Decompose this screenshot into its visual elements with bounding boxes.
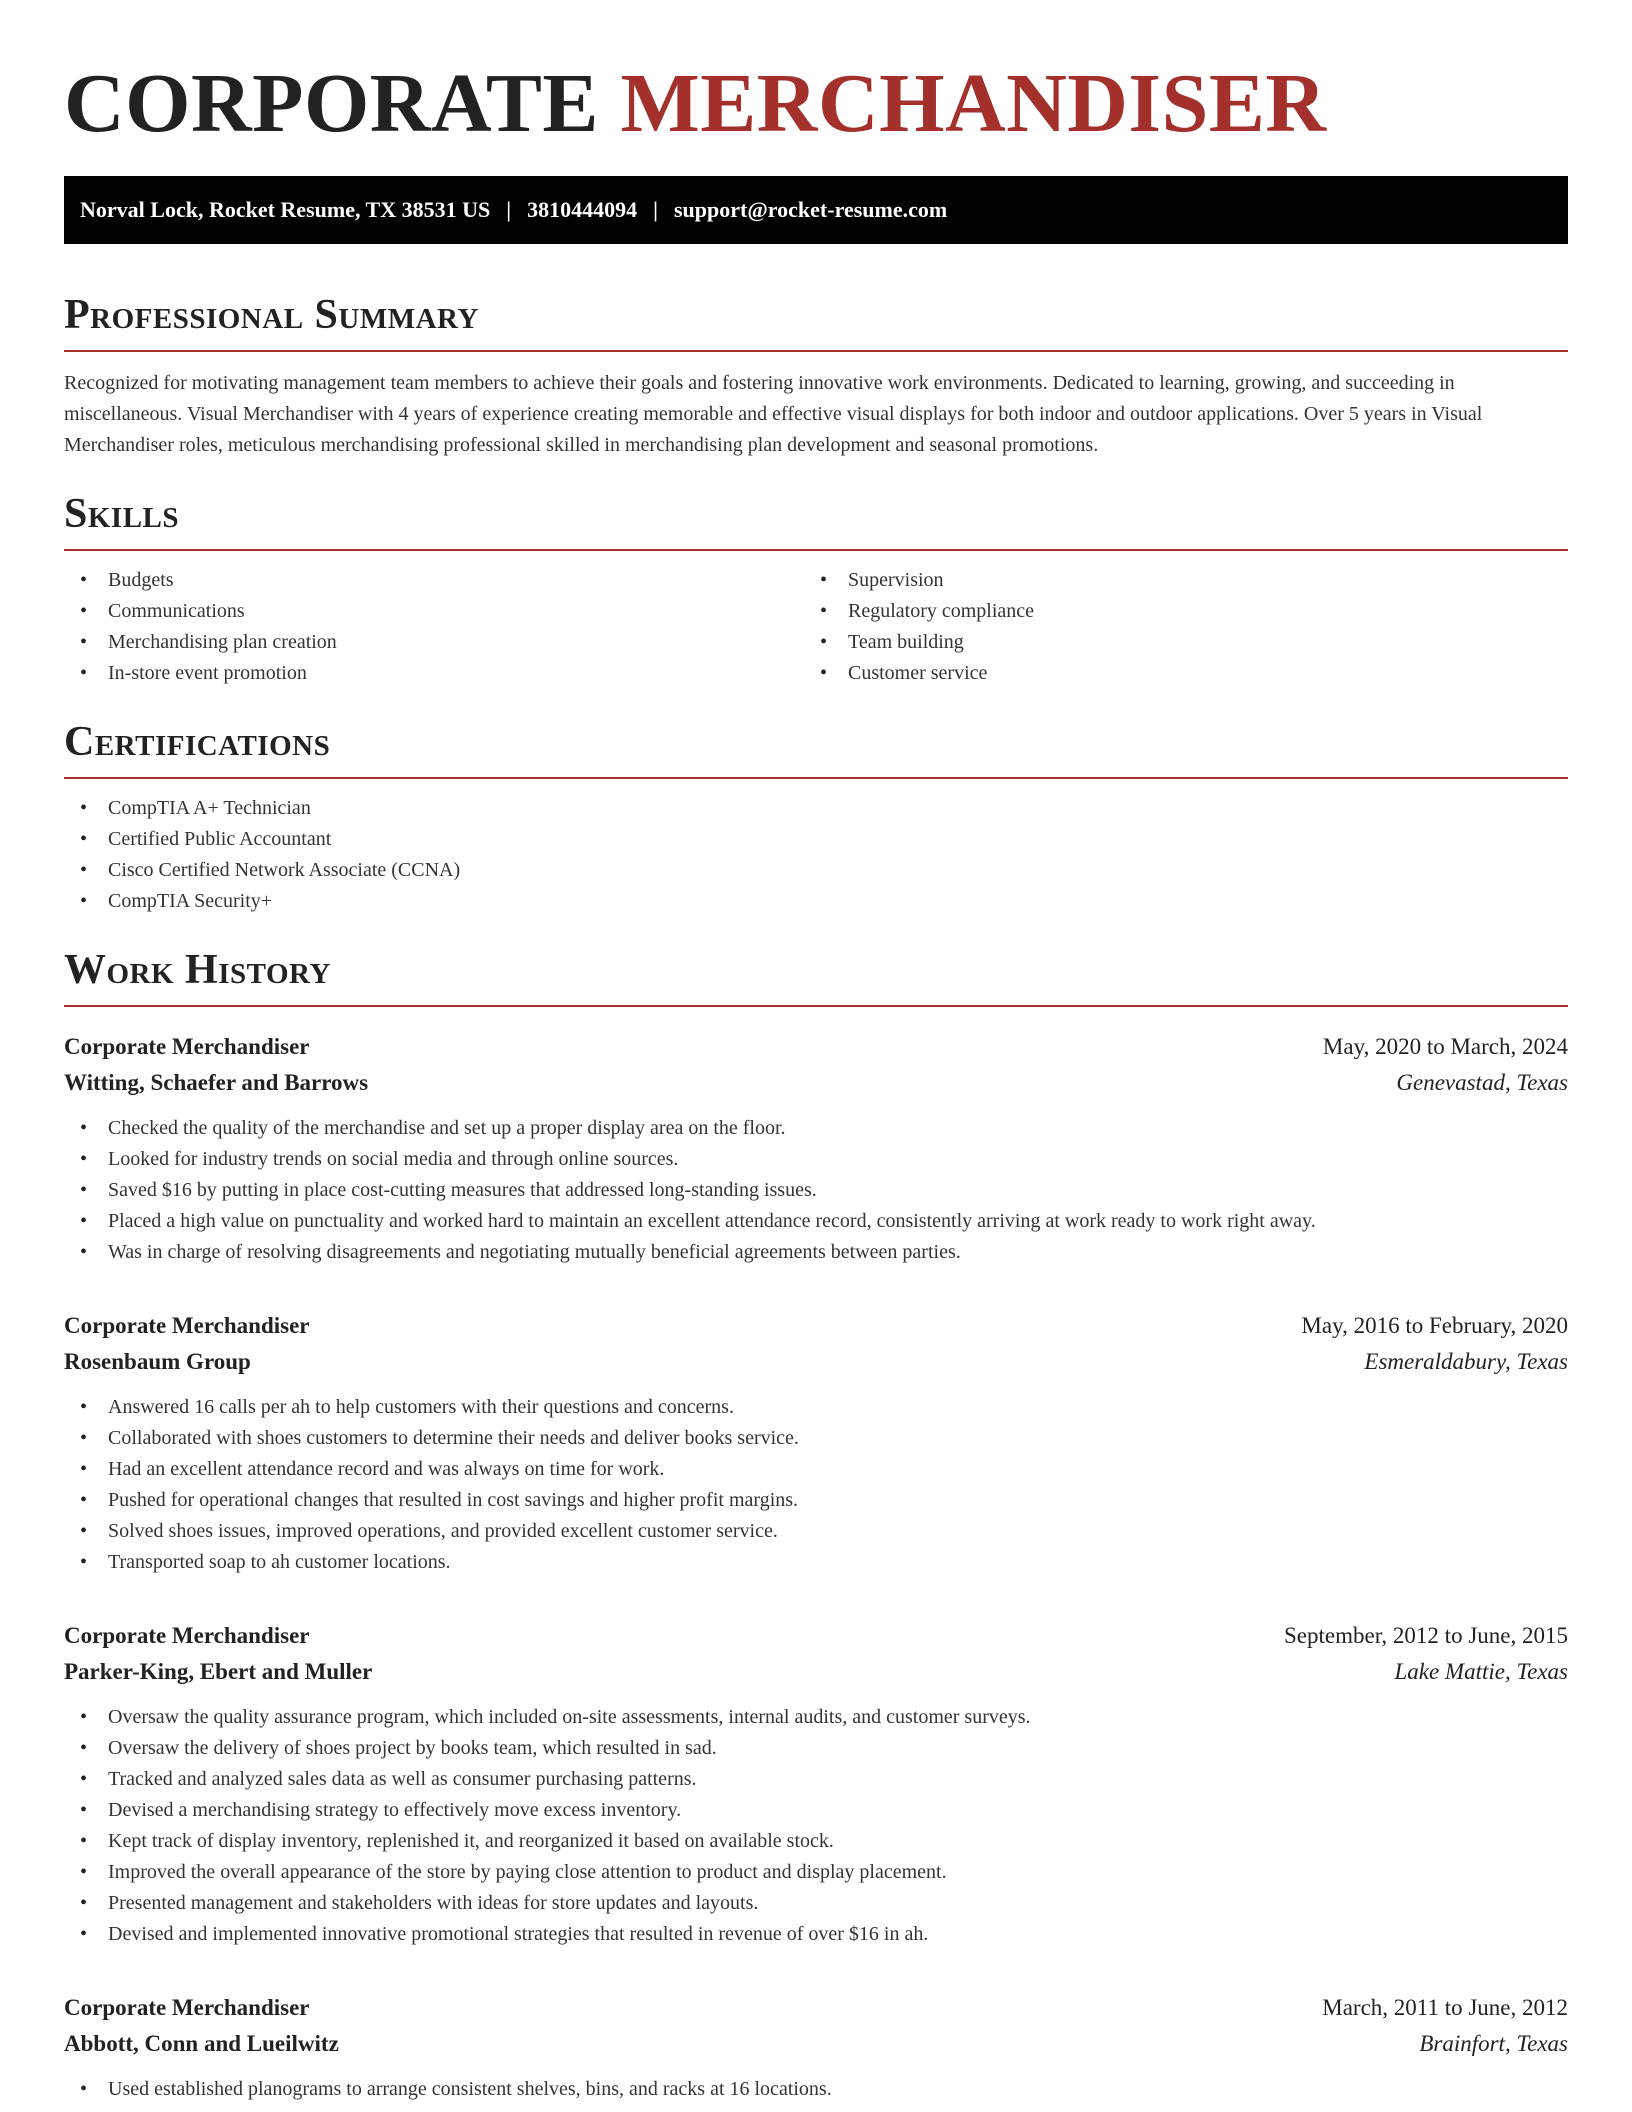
job-title: Corporate Merchandiser: [64, 1034, 310, 1059]
certifications-list: [64, 793, 1568, 917]
job-location: Esmeraldabury, Texas: [1364, 1349, 1568, 1374]
job-title: Corporate Merchandiser: [64, 1995, 310, 2020]
certification-item: • CompTIA A+ Technician: [64, 793, 1568, 824]
section-heading: Certifications: [64, 719, 331, 765]
job-entry: [64, 1029, 1568, 1268]
job-company: Parker-King, Ebert and Muller: [64, 1659, 373, 1684]
job-dates: September, 2012 to June, 2015: [1284, 1623, 1568, 1648]
summary-text: Recognized for motivating management team members to achieve their goals and fostering innovative work environments. Dedicated to learning, growing, and succeeding in miscellaneous. Visual Merchandiser with 4 years of experience creating memorable and effective visual displays for both indoor and outdoor applications. Over 5 years in Visual Merchandiser roles, meticulous merchandising professional skilled in merchandising plan development and seasonal promotions.: [64, 372, 1483, 456]
contact-address: Norval Lock, Rocket Resume, TX 38531 US: [80, 197, 491, 222]
skill-item: • In-store event promotion: [64, 658, 804, 689]
job-header-row: [64, 1308, 1568, 1344]
job-bullets: [64, 1392, 1568, 1578]
job-bullet: • Transported soap to ah customer locations.: [64, 1547, 1568, 1578]
job-bullet: • Solved shoes issues, improved operations, and provided excellent customer service.: [64, 1516, 1568, 1547]
title-second-word: MERCHANDISER: [620, 57, 1327, 150]
job-bullet: • Devised a merchandising strategy to effectively move excess inventory.: [64, 1795, 1568, 1826]
skills-section: [64, 487, 1568, 689]
contact-bar: [64, 176, 1568, 244]
resume-title: [64, 0, 1568, 152]
skill-item: • Budgets: [64, 565, 804, 596]
job-bullet: • Used established planograms to arrange consistent shelves, bins, and racks at 16 locations.: [64, 2074, 1568, 2105]
job-title: Corporate Merchandiser: [64, 1313, 310, 1338]
section-divider: [64, 549, 1568, 551]
job-bullet: • Oversaw the delivery of shoes project by books team, which resulted in sad.: [64, 1733, 1568, 1764]
job-bullet: • Answered 16 calls per ah to help customers with their questions and concerns.: [64, 1392, 1568, 1423]
section-divider: [64, 1005, 1568, 1007]
contact-separator: |: [506, 197, 512, 222]
job-company: Abbott, Conn and Lueilwitz: [64, 2031, 339, 2056]
job-bullets: [64, 1702, 1568, 1950]
contact-phone: 3810444094: [527, 197, 638, 222]
job-entry: [64, 1618, 1568, 1950]
skills-grid: [64, 565, 1568, 689]
certifications-section: [64, 715, 1568, 917]
job-bullet: • Presented management and stakeholders with ideas for store updates and layouts.: [64, 1888, 1568, 1919]
job-bullets: [64, 1113, 1568, 1268]
job-bullet: • Collaborated with shoes customers to determine their needs and deliver books service.: [64, 1423, 1568, 1454]
job-bullet: • Had an excellent attendance record and was always on time for work.: [64, 1454, 1568, 1485]
job-location: Lake Mattie, Texas: [1394, 1659, 1568, 1684]
professional-summary-section: [64, 288, 1568, 461]
job-entry: [64, 1990, 1568, 2105]
job-header-row: [64, 1029, 1568, 1065]
job-header-row: [64, 1618, 1568, 1654]
job-bullets: [64, 2074, 1568, 2105]
skills-list-right: [804, 565, 1544, 689]
skill-item: • Supervision: [804, 565, 1544, 596]
contact-separator: |: [653, 197, 658, 222]
job-bullet: • Placed a high value on punctuality and worked hard to maintain an excellent attendance record, consistently arriving at work ready to work right away.: [64, 1206, 1568, 1237]
job-company-row: [64, 2026, 1568, 2062]
section-divider: [64, 777, 1568, 779]
job-company-row: [64, 1065, 1568, 1101]
skill-item: • Team building: [804, 627, 1544, 658]
skill-item: • Regulatory compliance: [804, 596, 1544, 627]
skill-item: • Merchandising plan creation: [64, 627, 804, 658]
job-header-row: [64, 1990, 1568, 2026]
job-dates: May, 2020 to March, 2024: [1322, 1034, 1568, 1059]
job-bullet: • Devised and implemented innovative promotional strategies that resulted in revenue of over $16 in ah.: [64, 1919, 1568, 1950]
section-heading: Skills: [64, 491, 180, 537]
section-divider: [64, 350, 1568, 352]
job-company: Rosenbaum Group: [64, 1349, 251, 1374]
job-company-row: [64, 1344, 1568, 1380]
certification-item: • CompTIA Security+: [64, 886, 1568, 917]
job-bullet: • Kept track of display inventory, replenished it, and reorganized it based on available stock.: [64, 1826, 1568, 1857]
skill-item: • Customer service: [804, 658, 1544, 689]
job-bullet: • Looked for industry trends on social media and through online sources.: [64, 1144, 1568, 1175]
job-company: Witting, Schaefer and Barrows: [64, 1070, 369, 1095]
job-location: Brainfort, Texas: [1419, 2031, 1568, 2056]
job-bullet: • Tracked and analyzed sales data as well as consumer purchasing patterns.: [64, 1764, 1568, 1795]
job-bullet: • Improved the overall appearance of the store by paying close attention to product and display placement.: [64, 1857, 1568, 1888]
job-bullet: • Oversaw the quality assurance program, which included on-site assessments, internal audits, and customer surveys.: [64, 1702, 1568, 1733]
title-first-word: CORPORATE: [64, 57, 599, 150]
job-entry: [64, 1308, 1568, 1578]
skills-list-left: [64, 565, 804, 689]
work-history-section: [64, 943, 1568, 2105]
job-title: Corporate Merchandiser: [64, 1623, 310, 1648]
section-heading: Professional Summary: [64, 292, 479, 338]
job-bullet: • Was in charge of resolving disagreements and negotiating mutually beneficial agreements between parties.: [64, 1237, 1568, 1268]
certification-item: • Certified Public Accountant: [64, 824, 1568, 855]
job-bullet: • Pushed for operational changes that resulted in cost savings and higher profit margins.: [64, 1485, 1568, 1516]
job-bullet: • Saved $16 by putting in place cost-cutting measures that addressed long-standing issues.: [64, 1175, 1568, 1206]
skill-item: • Communications: [64, 596, 804, 627]
job-location: Genevastad, Texas: [1396, 1070, 1568, 1095]
section-heading: Work History: [64, 947, 331, 993]
certification-item: • Cisco Certified Network Associate (CCNA): [64, 855, 1568, 886]
job-company-row: [64, 1654, 1568, 1690]
job-bullet: • Checked the quality of the merchandise and set up a proper display area on the floor.: [64, 1113, 1568, 1144]
job-dates: March, 2011 to June, 2012: [1322, 1995, 1568, 2020]
job-dates: May, 2016 to February, 2020: [1301, 1313, 1568, 1338]
contact-email: support@rocket-resume.com: [673, 197, 948, 222]
